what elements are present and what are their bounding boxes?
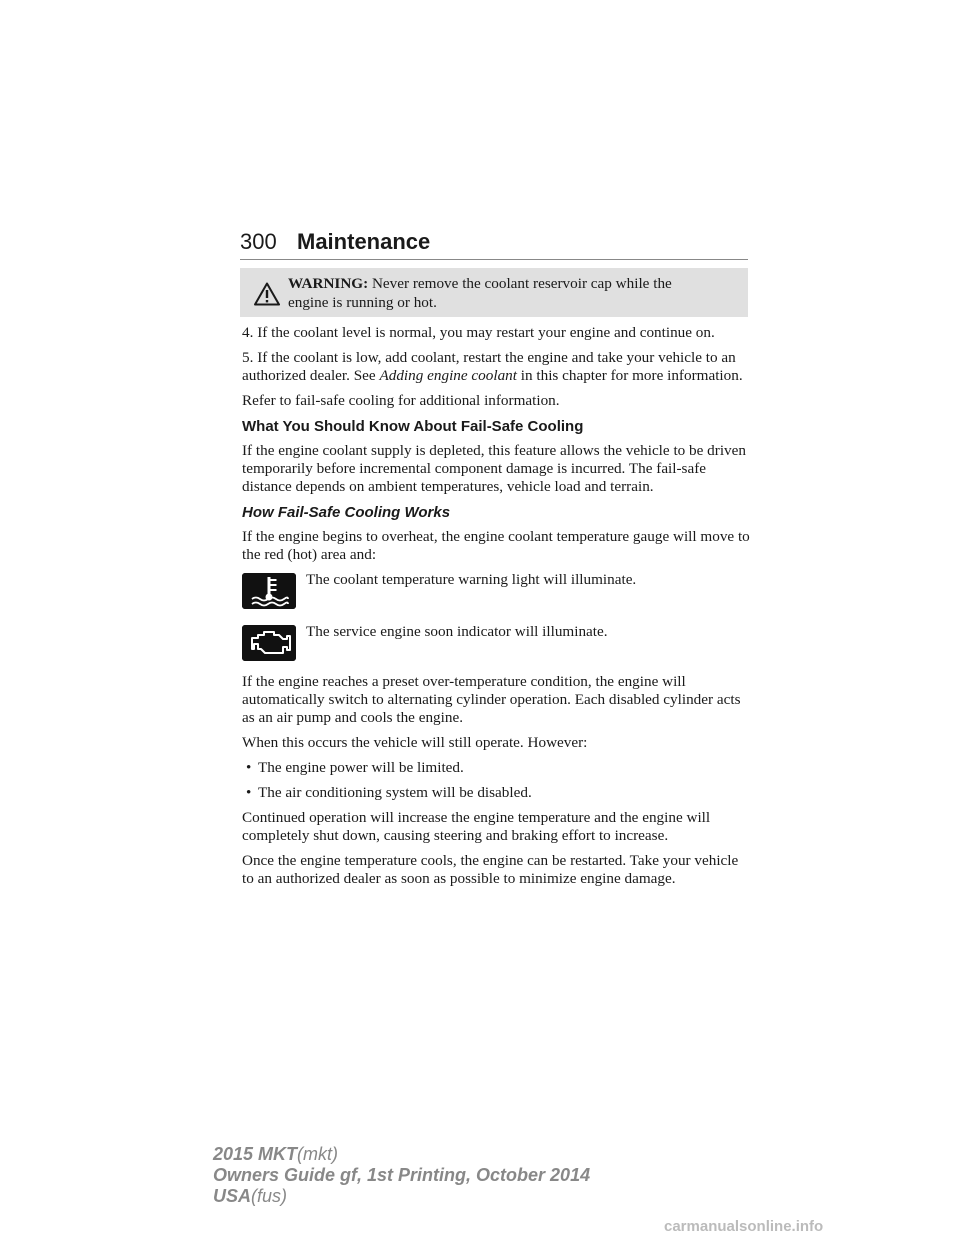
paragraph-still-operate: When this occurs the vehicle will still operate. However: — [242, 734, 588, 751]
page-content — [242, 324, 752, 895]
bullet-text: The air conditioning system will be disabled. — [258, 784, 532, 801]
page-header — [240, 229, 748, 260]
engine-light-text: The service engine soon indicator will illuminate. — [306, 623, 608, 640]
bullet-dot-icon: • — [246, 759, 252, 776]
paragraph-coolant-low-end: in this chapter for more information. — [516, 367, 743, 384]
footer-line2: Owners Guide gf, 1st Printing, October 2014 — [213, 1165, 591, 1185]
subsection-heading: How Fail-Safe Cooling Works — [242, 504, 451, 521]
coolant-temperature-icon — [242, 573, 296, 609]
bullet-item — [242, 759, 752, 777]
paragraph-over-temperature: If the engine reaches a preset over-temperature condition, the engine will automatically switch to alternating cylinder operation. Each disabled cylinder acts as an air pump and cools the engine. — [242, 673, 741, 726]
paragraph-cools: Once the engine temperature cools, the engine can be restarted. Take your vehicle to an authorized dealer as soon as possible to minimize engine damage. — [242, 852, 739, 887]
warning-text-line2: engine is running or hot. — [288, 294, 437, 311]
warning-triangle-icon — [254, 282, 280, 306]
watermark: carmanualsonline.info — [664, 1218, 824, 1235]
paragraph-overheat: If the engine begins to overheat, the engine coolant temperature gauge will move to the red (hot) area and: — [242, 528, 750, 563]
engine-light-row — [242, 623, 752, 663]
coolant-light-text: The coolant temperature warning light will illuminate. — [306, 571, 637, 588]
warning-box — [240, 268, 748, 317]
paragraph-fail-safe-intro: If the engine coolant supply is depleted, this feature allows the vehicle to be driven temporarily before incremental component damage is incurred. The fail-safe distance depends on ambient temperatures, vehicle load and terrain. — [242, 442, 746, 495]
warning-label: WARNING: — [288, 275, 369, 292]
paragraph-continued-operation: Continued operation will increase the engine temperature and the engine will completely shut down, causing steering and braking effort to increase. — [242, 809, 711, 844]
chapter-title: Maintenance — [297, 229, 431, 254]
paragraph-coolant-low — [242, 349, 752, 385]
coolant-light-row — [242, 571, 752, 617]
footer-line1 — [213, 1144, 590, 1165]
warning-text-line1: Never remove the coolant reservoir cap while the — [371, 275, 672, 292]
cross-reference-link: Adding engine coolant — [379, 367, 517, 384]
bullet-dot-icon: • — [246, 784, 252, 801]
footer-line3 — [213, 1186, 590, 1207]
page-number: 300 — [240, 229, 277, 254]
bullet-text: The engine power will be limited. — [258, 759, 464, 776]
footer-region: USA — [213, 1186, 252, 1206]
paragraph-coolant-low-text: 5. If the coolant is low, add coolant, restart the engine and take your vehicle to an authorized dealer. See — [242, 349, 736, 384]
warning-text — [288, 274, 738, 312]
check-engine-icon — [242, 625, 296, 661]
footer-region-code: (fus) — [251, 1186, 288, 1206]
page-footer — [213, 1144, 590, 1207]
paragraph-restart: 4. If the coolant level is normal, you may restart your engine and continue on. — [242, 324, 715, 341]
paragraph-refer: Refer to fail-safe cooling for additional information. — [242, 392, 560, 409]
footer-model: 2015 MKT — [213, 1144, 298, 1164]
footer-model-code: (mkt) — [297, 1144, 339, 1164]
bullet-item — [242, 784, 752, 802]
section-heading: What You Should Know About Fail-Safe Cooling — [242, 418, 584, 435]
